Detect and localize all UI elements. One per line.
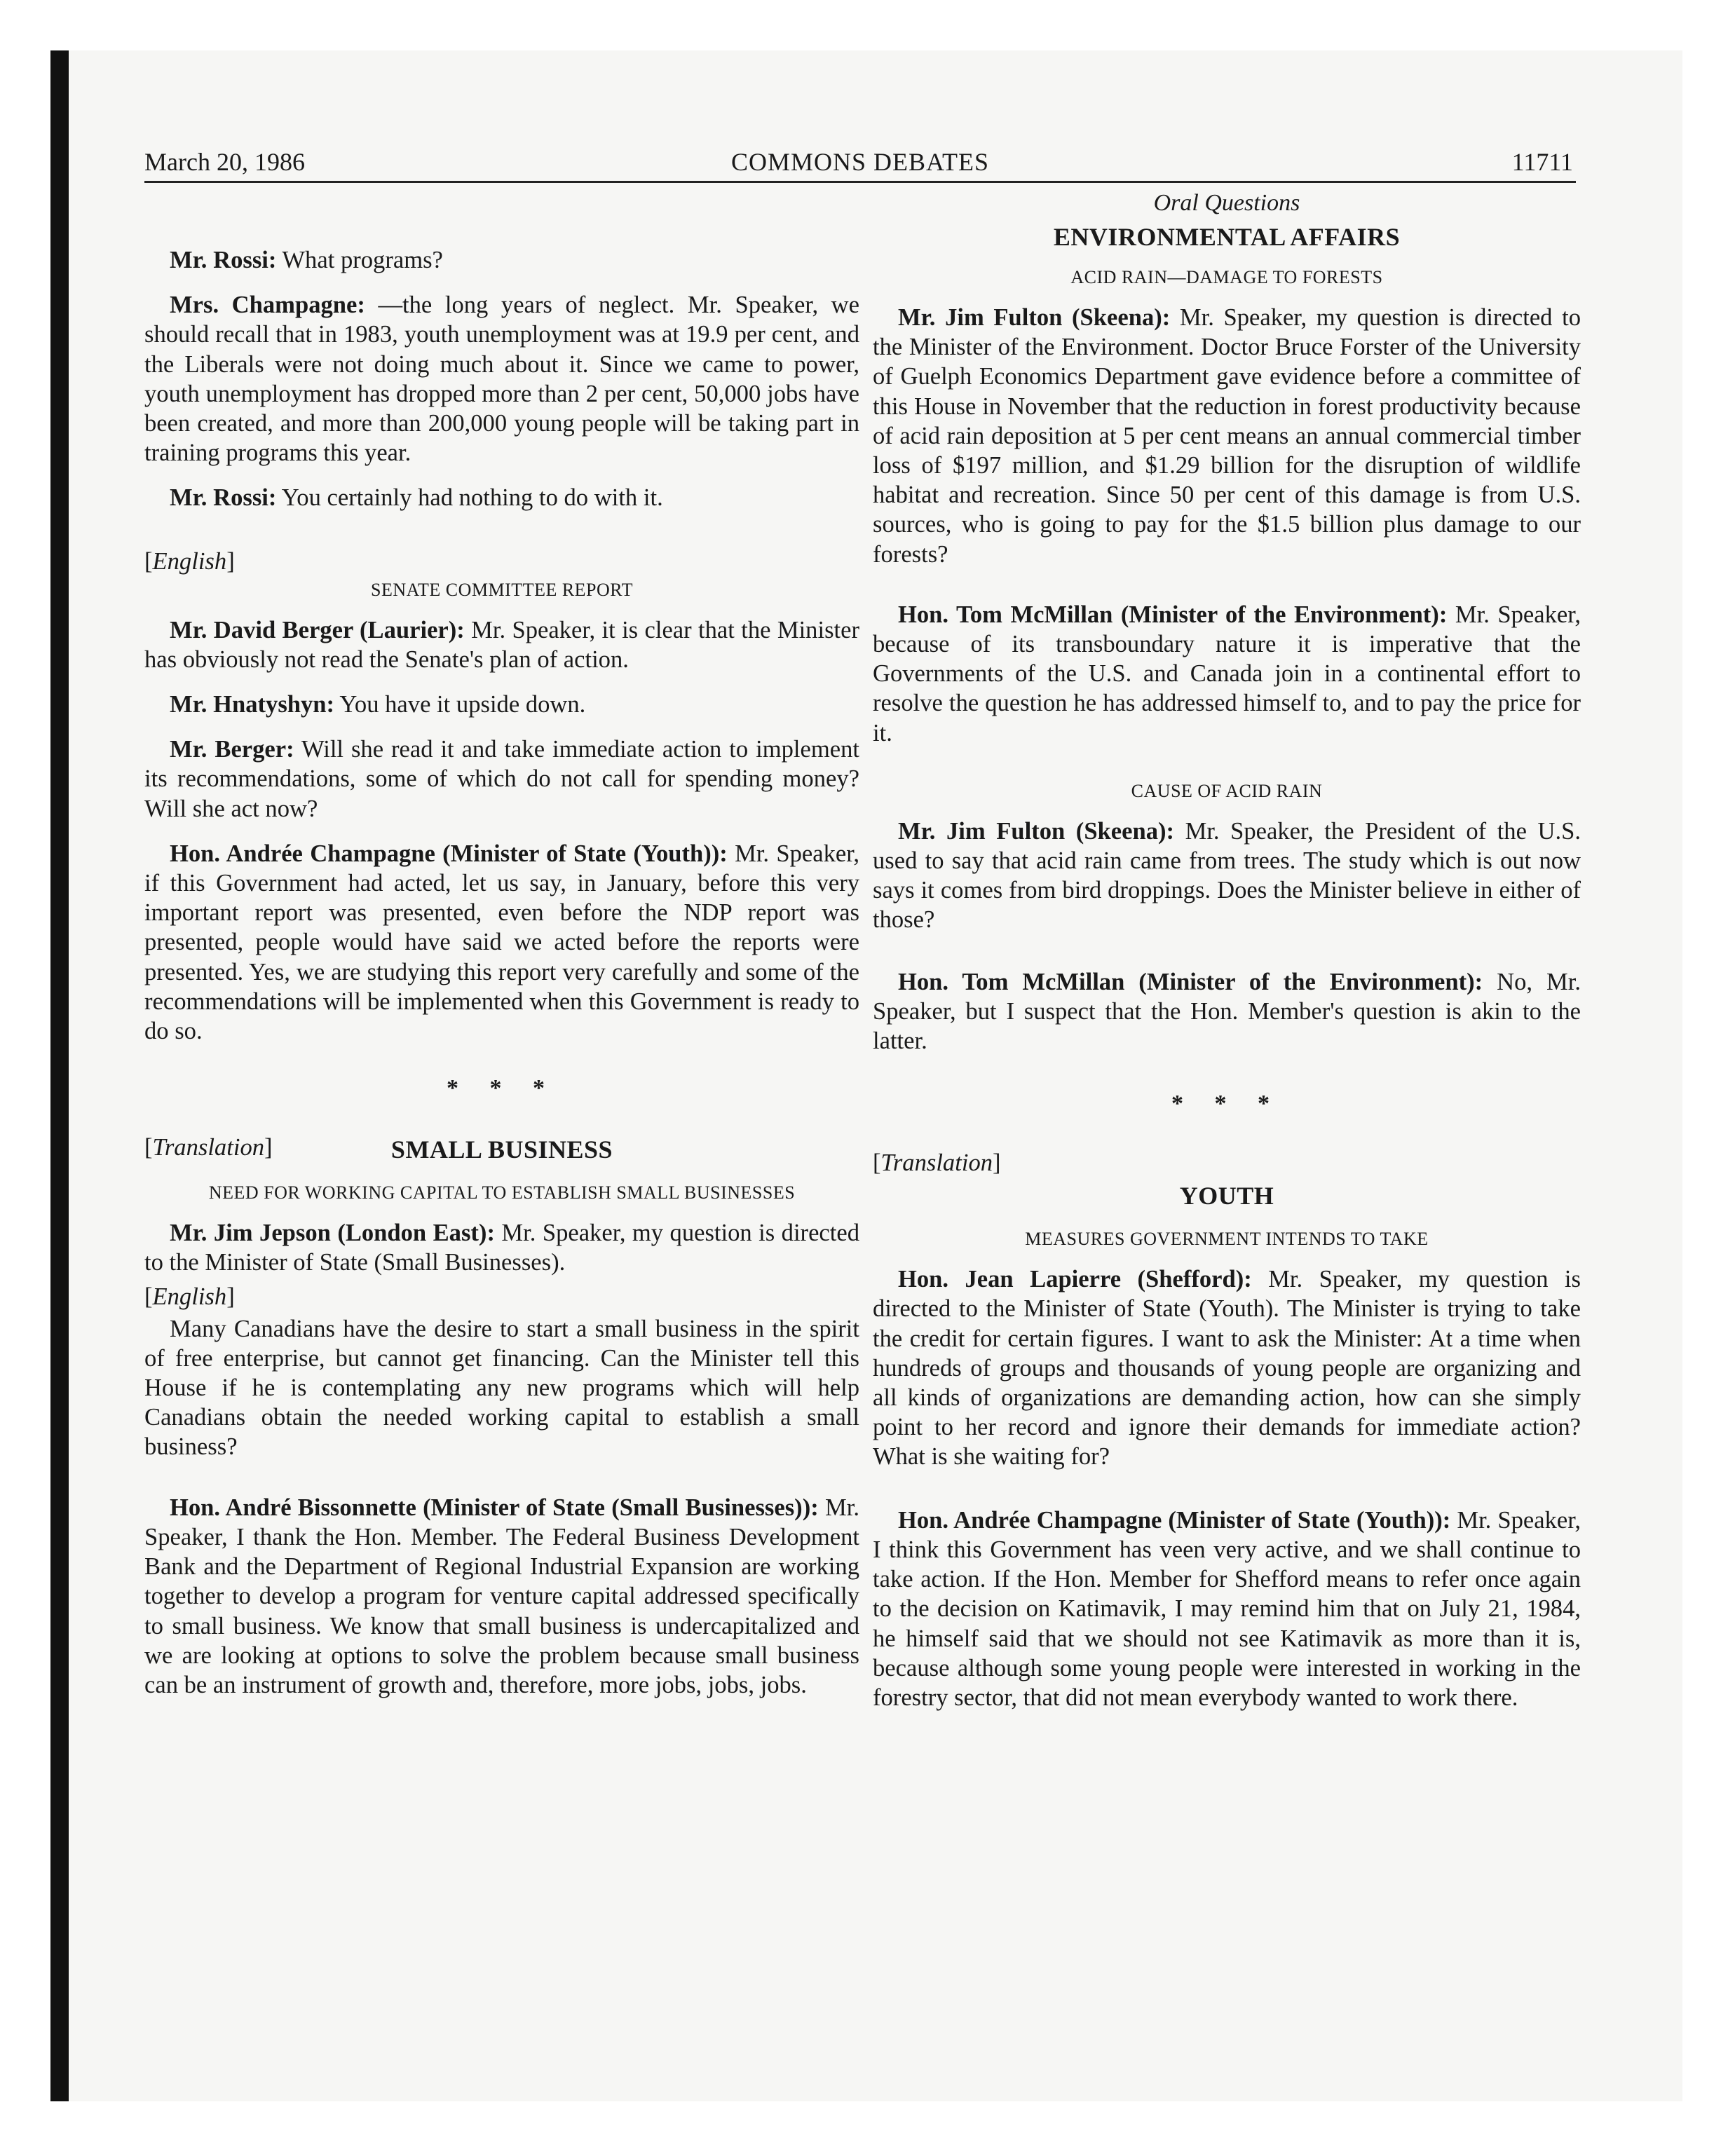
section-heading: YOUTH [1179,1182,1274,1210]
speaker-name: Hon. Andrée Champagne (Minister of State (Youth)): [170,840,728,867]
right-column [873,189,1581,1728]
speaker-name: Hon. Jean Lapierre (Shefford): [898,1266,1252,1293]
speech-paragraph [144,245,859,275]
speech-paragraph [144,290,859,468]
header-date: March 20, 1986 [144,148,305,176]
speech-text: Mr. Speaker, because of its transboundary nature it is imperative that the Governments of the U.S. and Canada join in a continental effort to resolve the question he has addressed himself to, and to pay the price for it. [873,601,1581,746]
section-subheading: CAUSE OF ACID RAIN [1131,780,1323,801]
speech-paragraph [873,303,1581,569]
section-heading: SMALL BUSINESS [390,1135,613,1164]
speaker-name: Mr. Jim Jepson (London East): [170,1220,495,1247]
speech-text: Mr. Speaker, if this Government had acted, let us say, in January, before this very important report was presented, even before the NDP report was presented, people would have said we acted before the reports were presented. Yes, we are studying this report very carefully and some of the recommendations will be implemented when this Government is ready to do so. [144,840,859,1045]
speech-text: Mr. Speaker, my question is directed to the Minister of State (Youth). The Minister is trying to take the credit for certain figures. I want to ask the Minister: At a time when hundreds of groups and thousands of young people are organizing and all kinds of organizations are demanding action, how can she simply point to her record and ignore their demands for immediate action? What is she waiting for? [873,1266,1581,1471]
speech-paragraph [873,967,1581,1056]
speech-text: Mr. Speaker, the President of the U.S. used to say that acid rain came from trees. The study which is out now says it comes from bird droppings. Does the Minister believe in either of those? [873,817,1581,934]
section-divider: * * * [447,1075,557,1102]
speech-paragraph [144,615,859,674]
section-divider: * * * [1171,1091,1282,1117]
speech-paragraph [144,839,859,1046]
speaker-name: Mr. Rossi: [170,247,277,273]
speaker-name: Hon. Andrée Champagne (Minister of State (Youth)): [898,1506,1451,1534]
speech-text: No, Mr. Speaker, but I suspect that the Hon. Member's question is akin to the latter. [873,968,1581,1055]
section-heading: ENVIRONMENTAL AFFAIRS [1053,223,1401,251]
speaker-name: Hon. Tom McMillan (Minister of the Environment): [898,968,1483,995]
speech-text: —the long years of neglect. Mr. Speaker, we should recall that in 1983, youth unemployment was at 19.9 per cent, and the Liberals were not doing much about it. Since we came to power, youth unemployment has dropped more than 2 per cent, 50,000 jobs have been created, and more than 200,000 young people will be taking part in training programs this year. [144,292,859,467]
header-page-number: 11711 [1511,148,1573,176]
speaker-name: Mr. Berger: [170,736,294,763]
section-subheading: ACID RAIN—DAMAGE TO FORESTS [1070,267,1383,287]
speech-text: What programs? [276,247,443,273]
speech-paragraph [873,1506,1581,1712]
speech-text: Many Canadians have the desire to start a small business in the spirit of free enterprise, but cannot get financing. Can the Minister tell this House if he is contemplating any new programs which will help Canadians obtain the needed working capital to establish a small business? [144,1315,859,1461]
speaker-name: Mrs. Champagne: [170,292,365,319]
speech-text: Mr. Speaker, it is clear that the Minister has obviously not read the Senate's plan of action. [144,616,859,673]
speech-paragraph [873,1264,1581,1471]
speech-text: Mr. Speaker, I thank the Hon. Member. The Federal Business Development Bank and the Department of Regional Industrial Expansion are working together to develop a program for venture capital addressed specifically to small business. We know that small business is undercapitalized and we are looking at options to solve the problem because small business can be an instrument of growth and, therefore, more jobs, jobs, jobs. [144,1494,859,1698]
scan-edge [50,50,69,2101]
speech-paragraph [144,1493,859,1700]
speech-paragraph [144,690,859,719]
speech-text: Mr. Speaker, I think this Government has veen very active, and we shall continue to take action. If the Hon. Member for Shefford means to refer once again to the decision on Katimavik, I may remind him that on July 21, 1984, he himself said that we should not see Katimavik as more than it is, because although some young people were interested in working in the forestry sector, that did not mean everybody wanted to work there. [873,1506,1581,1711]
speech-text: You have it upside down. [334,691,586,718]
language-tag: [English] [144,1283,235,1310]
left-column [144,189,859,1715]
speaker-name: Mr. David Berger (Laurier): [170,616,465,643]
speech-paragraph [873,600,1581,748]
language-tag: [Translation] [144,1134,273,1161]
speech-text: Mr. Speaker, my question is directed to the Minister of State (Small Businesses). [144,1220,860,1276]
speech-text: You certainly had nothing to do with it. [276,484,663,512]
header-title: COMMONS DEBATES [730,148,990,176]
speech-paragraph [873,817,1581,935]
speaker-name: Mr. Jim Fulton (Skeena): [898,304,1171,331]
language-tag: [English] [144,547,235,575]
language-tag: [Translation] [873,1149,1001,1177]
speech-paragraph [144,1314,859,1462]
section-subheading: NEED FOR WORKING CAPITAL TO ESTABLISH SMALL BUSINESSES [208,1182,796,1203]
speaker-name: Hon. Tom McMillan (Minister of the Environment): [898,601,1448,628]
speaker-name: Mr. Rossi: [170,484,277,512]
speaker-name: Hon. André Bissonnette (Minister of State (Small Businesses)): [170,1494,819,1521]
section-subheading: SENATE COMMITTEE REPORT [371,579,633,600]
speaker-name: Mr. Jim Fulton (Skeena): [898,817,1175,845]
section-category: Oral Questions [1153,190,1300,216]
speech-paragraph [144,1218,859,1277]
speech-paragraph [144,735,859,824]
speaker-name: Mr. Hnatyshyn: [170,691,335,718]
speech-text: Will she read it and take immediate action to implement its recommendations, some of which do not call for spending money? Will she act now? [144,736,859,822]
speech-text: Mr. Speaker, my question is directed to the Minister of the Environment. Doctor Bruce Forster of the University of Guelph Economics Department gave evidence before a committee of this House in November that the reduction in forest productivity because of acid rain deposition at 5 per cent means an annual commercial timber loss of $197 million, and $1.29 billion for the disruption of wildlife habitat and recreation. Since 50 per cent of this damage is from U.S. sources, who is going to pay for the $1.5 billion plus damage to our forests? [873,304,1581,568]
speech-paragraph [144,483,859,512]
page-header [144,142,1576,183]
section-subheading: MEASURES GOVERNMENT INTENDS TO TAKE [1025,1229,1429,1250]
